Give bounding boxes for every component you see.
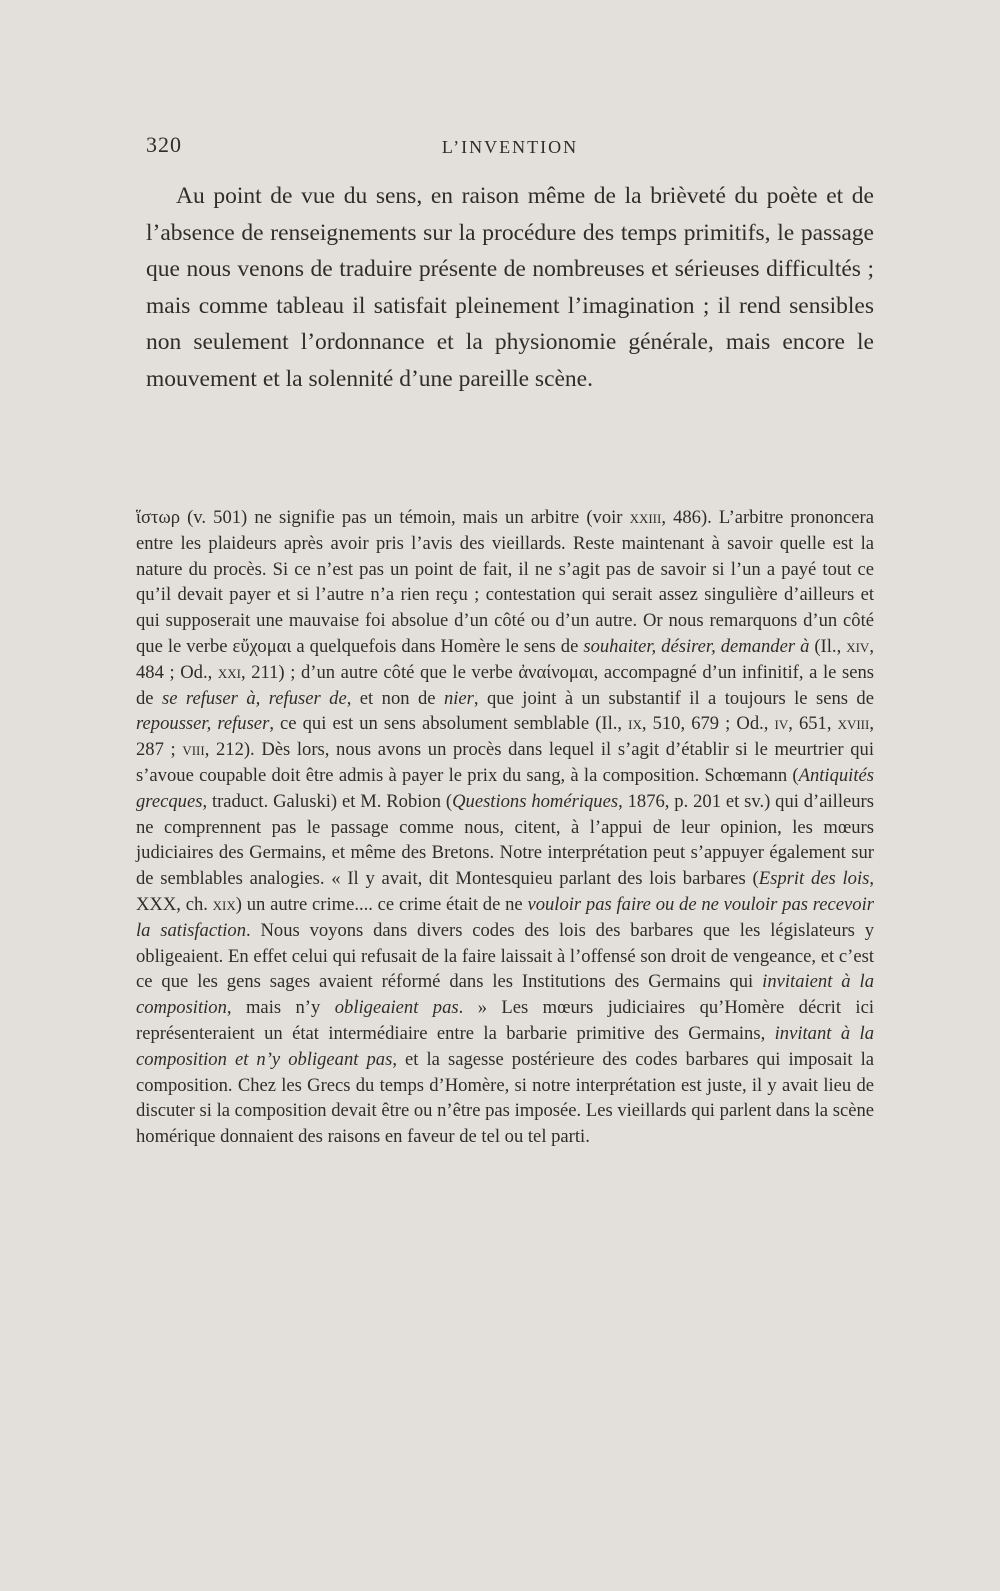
note-text: , 510, 679 ; Od., <box>641 713 775 735</box>
note-text: , 212). Dès lors, nous avons un procès dans lequel il s’agit d’établir si le meurtrier qui s’avoue coupable doit être admis à payer le prix du sang, à la composition. Schœmann ( <box>136 739 874 786</box>
note-text: (Il., <box>809 635 847 657</box>
note-text: , ce qui est un sens absolument semblable (Il., <box>269 713 629 735</box>
note-italic: Esprit des lois <box>758 868 870 890</box>
note-italic: repousser, refuser <box>136 713 270 735</box>
note-italic: Questions homériques <box>452 790 619 812</box>
footnote <box>136 505 874 1150</box>
note-italic: invitaient à la composition <box>136 971 874 1019</box>
note-roman-numeral: ix <box>628 713 642 735</box>
note-text: , et non de <box>346 687 444 709</box>
note-text: . » Les mœurs judiciaires qu’Homère décrit ici représenteraient un état intermédiaire entre la barbarie primitive des Germains, <box>136 997 874 1044</box>
note-text: , 486). L’arbitre prononcera entre les plaideurs après avoir pris l’avis des vieillards. Reste maintenant à savoir quelle est la nature du procès. Si ce n’est pas un point de fait, il ne s’agit pas de savoir si l’un a payé tout ce qu’il devait payer et si l’autre n’a rien reçu ; contestation qui serait assez singulière d’ailleurs et qui supposerait une mauvaise foi absolue d’un côté ou d’un autre. Or nous remarquons d’un côté que le verbe εὔχομαι a quelquefois dans Homère le sens de <box>136 507 875 657</box>
note-text: , traduct. Galuski) et M. Robion ( <box>202 790 453 812</box>
note-roman-numeral: xiv <box>846 635 870 657</box>
note-roman-numeral: iv <box>774 713 789 735</box>
note-italic: souhaiter, désirer, demander à <box>583 635 810 657</box>
note-italic: vouloir pas faire ou de ne vouloir pas recevoir la satisfaction <box>136 893 874 941</box>
main-paragraph: Au point de vue du sens, en raison même de la brièveté du poète et de l’absence de renseignements sur la procédure des temps primitifs, le passage que nous venons de traduire présente de nombreuses et sérieuses difficultés ; mais comme tableau il satisfait pleinement l’imagination ; il rend sensibles non seulement l’ordonnance et la physionomie générale, mais encore le mouvement et la solennité d’une pareille scène. <box>146 183 874 392</box>
note-text: , et la sagesse postérieure des codes barbares qui imposait la composition. Chez les Grecs du temps d’Homère, si notre interprétation est juste, il y avait lieu de discuter si la composition devait être ou n’être pas imposée. Les vieillards qui parlent dans la scène homérique donnaient des raisons en faveur de tel ou tel parti. <box>136 1048 874 1148</box>
note-text: , 651, <box>788 713 838 735</box>
note-roman-numeral: xxi <box>217 661 241 683</box>
note-roman-numeral: xix <box>212 893 236 915</box>
running-title: L’INVENTION <box>441 137 579 157</box>
note-italic: Antiquités grecques <box>136 764 874 812</box>
note-text: , 484 ; Od., <box>136 635 874 683</box>
note-italic: obligeaient pas <box>334 997 459 1019</box>
note-roman-numeral: xxiii <box>629 507 662 528</box>
note-text: , 1876, p. 201 et sv.) qui d’ailleurs ne comprennent pas le passage comme nous, citent, à l’appui de leur opinion, les mœurs judiciaires des Germains, et même des Bretons. Notre interprétation peut s’appuyer également sur de semblables analogies. « Il y avait, dit Montesquieu parlant des lois barbares ( <box>136 790 874 890</box>
note-text: ἵστωρ (v. 501) ne signifie pas un témoin, mais un arbitre (voir <box>136 507 630 528</box>
note-italic: se refuser à, refuser de <box>162 687 347 709</box>
note-italic: invitant à la composition et n’y obligeant pas <box>136 1022 874 1070</box>
note-roman-numeral: xviii <box>837 713 870 735</box>
note-text: , mais n’y <box>226 997 335 1019</box>
note-text: . Nous voyons dans divers codes des lois des barbares que les législateurs y obligeaient. En effet celui qui refusait de la faire laissait à l’offensé son droit de vengeance, et c’est ce que les gens sages avaient réformé dans les Institutions des Germains qui <box>136 919 874 993</box>
page-header <box>146 132 874 164</box>
note-text: ) un autre crime.... ce crime était de ne <box>235 893 528 915</box>
note-italic: nier <box>443 687 474 709</box>
note-roman-numeral: viii <box>182 739 205 761</box>
note-text: , XXX, ch. <box>136 868 875 915</box>
note-text: , 287 ; <box>136 713 874 761</box>
page-number: 320 <box>146 132 182 157</box>
note-text: , 211) ; d’un autre côté que le verbe ἀναίνομαι, accompagné d’un infinitif, a le sens de <box>136 661 874 709</box>
note-text: , que joint à un substantif il a toujours le sens de <box>473 687 874 709</box>
